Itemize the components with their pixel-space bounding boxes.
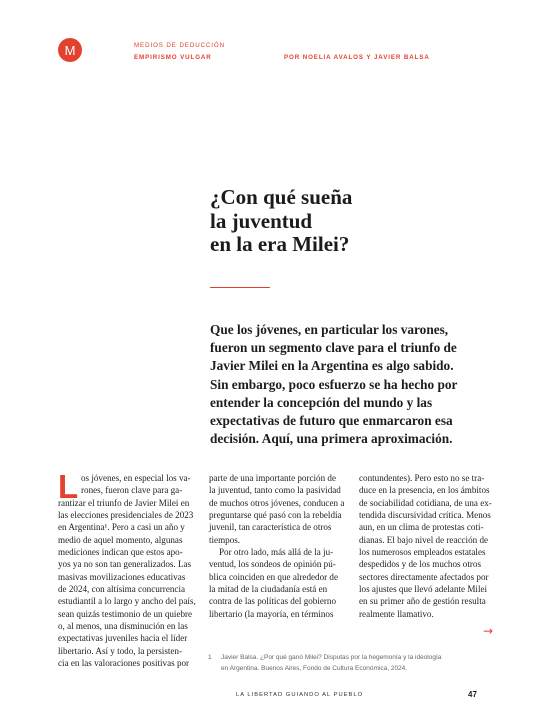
title-divider	[210, 287, 270, 288]
article-title	[210, 186, 470, 257]
body-line: aun, en un clima de protestas coti-	[359, 522, 484, 533]
footer-publication: LA LIBERTAD GUIANDO AL PUEBLO	[236, 692, 364, 698]
body-line: libertario (la mayoría, en términos	[209, 608, 334, 619]
body-line: rantizar el triunfo de Javier Milei en	[58, 497, 190, 508]
footnote	[209, 652, 509, 674]
body-line: contra de las políticas del gobierno	[209, 596, 337, 607]
body-line: contundentes). Pero esto no se tra-	[359, 473, 485, 483]
body-line: la mitad de la ciudadanía está en	[209, 584, 328, 595]
body-line: los numerosos empleados estatales	[359, 547, 486, 558]
body-line: los ajustes que llevó adelante Milei	[359, 584, 488, 595]
body-line: sectores directamente afectados por	[359, 571, 489, 582]
body-line: preguntarse qué pasó con la rebeldía	[209, 510, 342, 521]
body-line: duce en la presencia, en los ámbitos	[359, 485, 490, 496]
lede-line: fueron un segmento clave para el triunfo de	[210, 340, 457, 356]
footnote-number: 1	[208, 654, 212, 661]
body-line: os jóvenes, en especial los va-	[81, 473, 191, 483]
body-line: de 2024, con altísima concurrencia	[58, 584, 186, 595]
body-line: estudiantil a lo largo y ancho del país,	[58, 596, 196, 607]
author-byline: POR NOELIA AVALOS Y JAVIER BALSA	[284, 54, 430, 61]
body-line: de muchos otros jóvenes, conducen a	[209, 497, 345, 508]
subsection-label: EMPIRISMO VULGAR	[134, 54, 212, 61]
body-line: tendida discursividad crítica. Menos	[359, 510, 491, 521]
page-number: 47	[468, 690, 477, 699]
body-line: Por otro lado, más allá de la ju-	[219, 547, 334, 558]
body-line: o, al menos, una disminución en las	[58, 621, 188, 632]
body-line: dianas. El bajo nivel de reacción de	[359, 534, 489, 545]
body-line: juvenil, tan característica de otros	[209, 522, 332, 533]
body-line: en su primer año de gestión resulta	[359, 596, 486, 607]
body-line: ventud, los sondeos de opinión pú-	[209, 559, 336, 570]
body-column-2	[209, 472, 349, 620]
body-line: realmente llamativo.	[359, 608, 434, 619]
title-line: ¿Con qué sueña	[210, 185, 353, 209]
body-line: la juventud, tanto como la pasividad	[209, 485, 341, 496]
lede-line: expectativas de futuro que enmarcaron esa	[210, 413, 453, 429]
body-line: despedidos y de los muchos otros	[359, 559, 481, 570]
body-line: masivas movilizaciones educativas	[58, 571, 186, 582]
continue-arrow-icon: →	[483, 624, 494, 638]
section-logo-icon	[58, 38, 82, 62]
body-line: en Argentina¹. Pero a casi un año y	[58, 522, 185, 533]
body-line: medio de aquel momento, algunas	[58, 534, 183, 545]
body-line: de sociabilidad cotidiana, de una ex-	[359, 497, 492, 508]
body-line: expectativas juveniles hacia el líder	[58, 633, 188, 644]
section-label: MEDIOS DE DEDUCCIÓN	[134, 42, 226, 49]
body-line: las elecciones presidenciales de 2023	[58, 510, 194, 521]
drop-cap: L	[58, 468, 79, 505]
body-line: cia en las valoraciones positivas por	[58, 658, 190, 669]
body-line: libertario. Así y todo, la persisten-	[58, 645, 183, 656]
lede-line: decisión. Aquí, una primera aproximación.	[210, 431, 453, 447]
body-line: mediciones indican que estos apo-	[58, 547, 183, 558]
title-line: en la era Milei?	[210, 232, 350, 256]
footnote-line: Javier Balsa. ¿Por qué ganó Milei? Disputas por la hegemonía y la ideología	[221, 654, 442, 661]
lede-line: Sin embargo, poco esfuerzo se ha hecho por	[210, 376, 458, 392]
body-column-1	[58, 468, 198, 670]
body-line: yos ya no son tan generalizados. Las	[58, 559, 192, 570]
logo-letter: M	[64, 42, 76, 58]
body-column-3	[359, 472, 499, 620]
footnote-line: en Argentina. Buenos Aires, Fondo de Cultura Económica, 2024.	[221, 665, 408, 672]
lede-line: Javier Milei en la Argentina es algo sabido.	[210, 358, 454, 374]
body-line: rones, fueron clave para ga-	[81, 485, 183, 496]
article-lede	[210, 321, 510, 448]
lede-line: Que los jóvenes, en particular los varones,	[210, 322, 449, 337]
lede-line: entender la concepción del mundo y las	[210, 394, 433, 410]
body-line: sean quizás testimonio de un quiebre	[58, 608, 193, 619]
body-line: blica coinciden en que alrededor de	[209, 571, 339, 582]
title-line: la juventud	[210, 208, 313, 233]
body-line: tiempos.	[209, 534, 241, 545]
body-line: parte de una importante porción de	[209, 473, 337, 483]
